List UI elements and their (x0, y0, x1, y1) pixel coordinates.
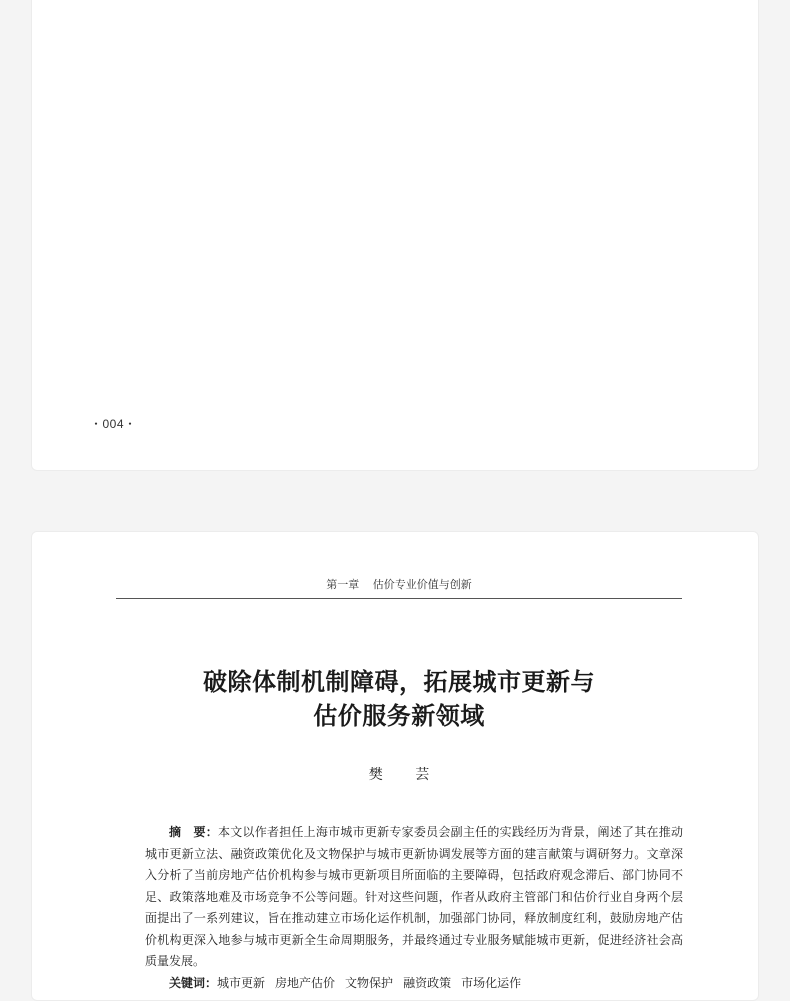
keyword-item: 文物保护 (345, 976, 394, 990)
article-title-line-1: 破除体制机制障碍，拓展城市更新与 (203, 667, 595, 696)
keyword-item: 融资政策 (403, 976, 452, 990)
author-name: 樊 芸 (368, 767, 444, 783)
running-header (116, 576, 682, 592)
abstract-label: 摘 要： (169, 825, 218, 839)
running-header-chapter: 第一章 (326, 578, 360, 591)
current-page (31, 531, 759, 1001)
abstract-text: 本文以作者担任上海市城市更新专家委员会副主任的实践经历为背景，阐述了其在推动城市更新立法、融资政策优化及文物保护与城市更新协调发展等方面的建言献策与调研努力。文章深入分析了当前房地产估价机构参与城市更新项目所面临的主要障碍，包括政府观念滞后、部门协同不足、政策落地难及市场竞争不公等问题。针对这些问题，作者从政府主管部门和估价行业自身两个层面提出了一系列建议，旨在推动建立市场化运作机制，加强部门协同，释放制度红利，鼓励房地产估价机构更深入地参与城市更新全生命周期服务，并最终通过专业服务赋能城市更新，促进经济社会高质量发展。 (145, 825, 683, 968)
keyword-item: 房地产估价 (275, 976, 336, 990)
article-title (116, 665, 682, 733)
header-rule (116, 598, 682, 599)
keyword-item: 市场化运作 (461, 976, 522, 990)
running-header-section: 估价专业价值与创新 (372, 578, 472, 591)
abstract (145, 822, 683, 973)
previous-page (31, 0, 759, 471)
keywords (145, 973, 683, 995)
article-title-line-2: 估价服务新领域 (313, 701, 485, 730)
keyword-item: 城市更新 (217, 976, 266, 990)
page-number: ・004・ (90, 417, 137, 431)
keywords-label: 关键词： (169, 976, 218, 990)
